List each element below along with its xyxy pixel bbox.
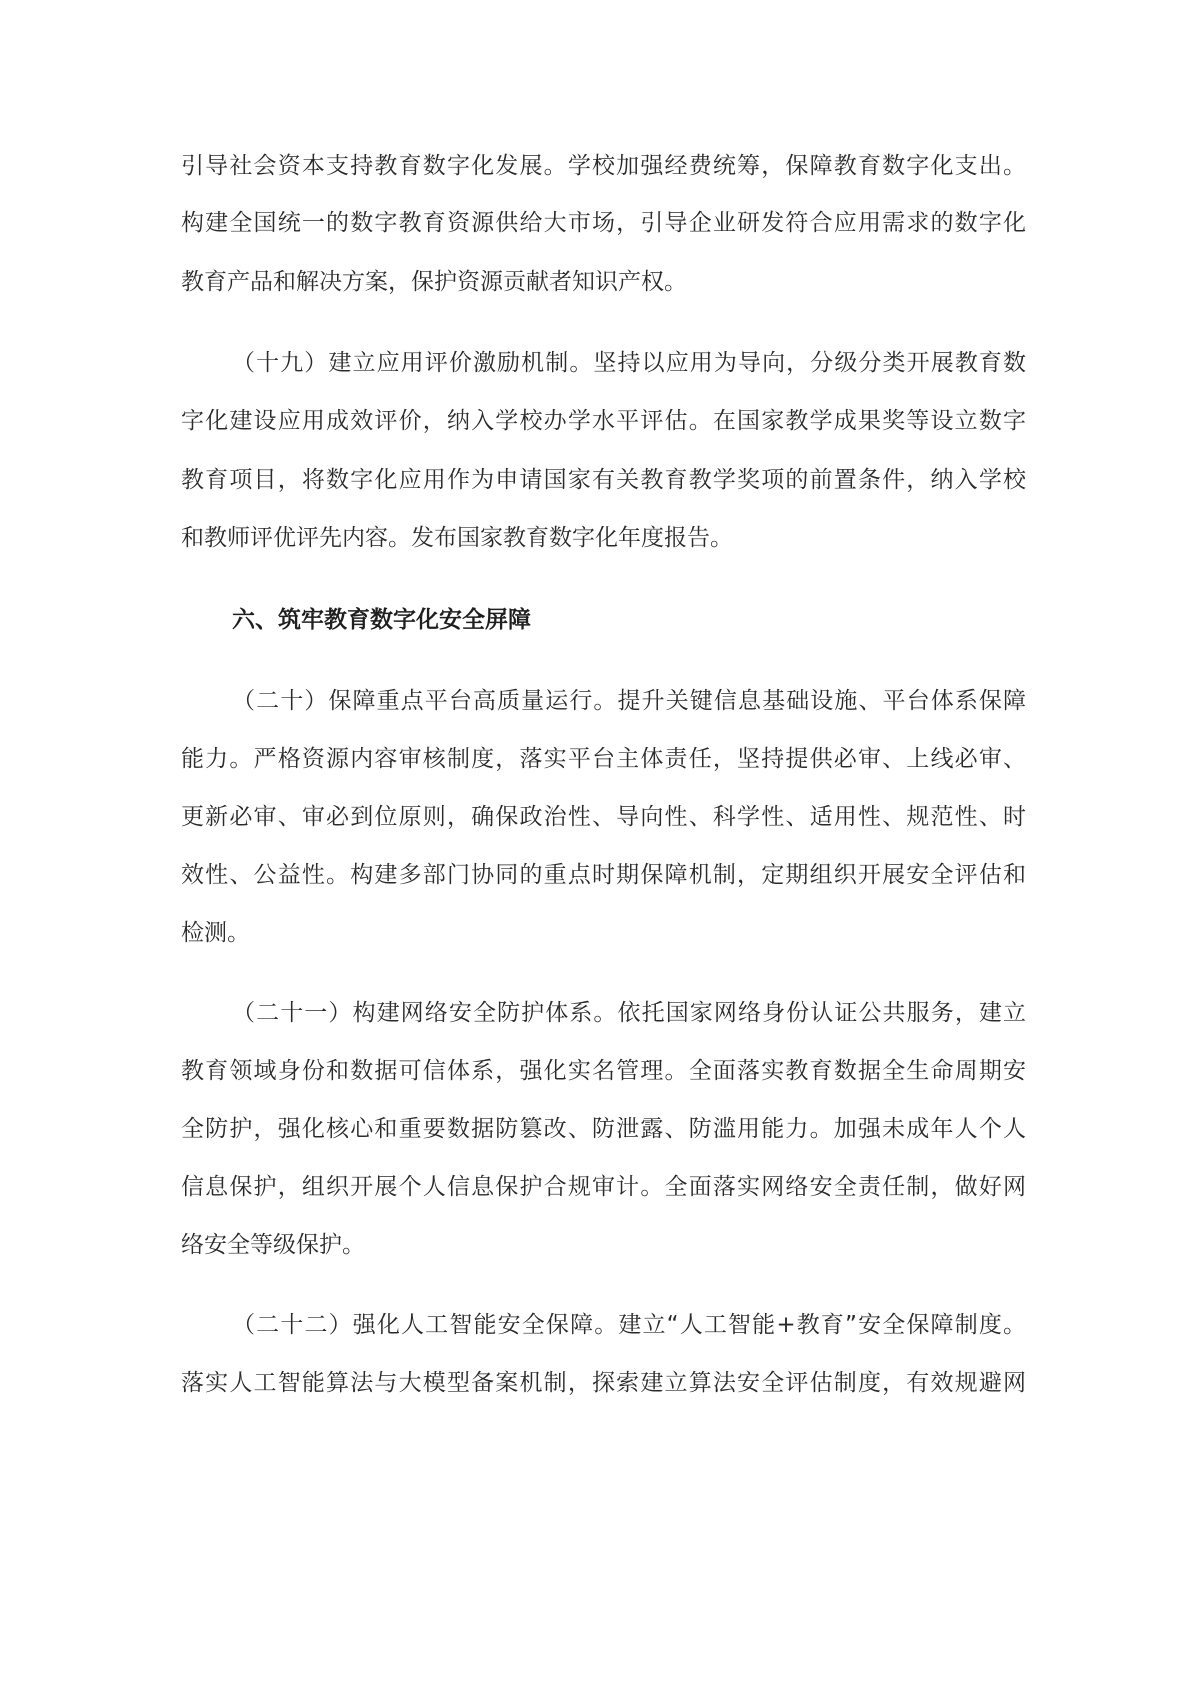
paragraph-line: 信息保护，组织开展个人信息保护合规审计。全面落实网络安全责任制，做好网 (181, 1174, 1026, 1200)
paragraph-line: 字化建设应用成效评价，纳入学校办学水平评估。在国家教学成果奖等设立数字 (181, 408, 1026, 434)
paragraph-line: 教育领域身份和数据可信体系，强化实名管理。全面落实教育数据全生命周期安 (181, 1058, 1026, 1084)
paragraph-line: 教育项目，将数字化应用作为申请国家有关教育教学奖项的前置条件，纳入学校 (181, 467, 1026, 493)
paragraph-line: 引导社会资本支持教育数字化发展。学校加强经费统筹，保障教育数字化支出。 (181, 153, 1026, 179)
paragraph-line: 检测。 (181, 920, 250, 946)
paragraph-line: （二十）保障重点平台高质量运行。提升关键信息基础设施、平台体系保障 (232, 688, 1026, 714)
paragraph-line: 构建全国统一的数字教育资源供给大市场，引导企业研发符合应用需求的数字化 (181, 210, 1026, 236)
paragraph-line: 络安全等级保护。 (181, 1232, 365, 1258)
paragraph-line: （二十一）构建网络安全防护体系。依托国家网络身份认证公共服务，建立 (232, 1000, 1026, 1026)
paragraph-line: 能力。严格资源内容审核制度，落实平台主体责任，坚持提供必审、上线必审、 (181, 746, 1026, 772)
paragraph-line: 更新必审、审必到位原则，确保政治性、导向性、科学性、适用性、规范性、时 (181, 804, 1026, 830)
paragraph-line: 和教师评优评先内容。发布国家教育数字化年度报告。 (181, 525, 733, 551)
section-heading: 六、筑牢教育数字化安全屏障 (232, 607, 531, 633)
paragraph-line: 效性、公益性。构建多部门协同的重点时期保障机制，定期组织开展安全评估和 (181, 862, 1026, 888)
paragraph-line: （二十二）强化人工智能安全保障。建立“人工智能+教育”安全保障制度。 (232, 1312, 1026, 1338)
paragraph-line: （十九）建立应用评价激励机制。坚持以应用为导向，分级分类开展教育数 (232, 350, 1026, 376)
paragraph-line: 教育产品和解决方案，保护资源贡献者知识产权。 (181, 269, 687, 295)
paragraph-line: 全防护，强化核心和重要数据防篡改、防泄露、防滥用能力。加强未成年人个人 (181, 1116, 1026, 1142)
paragraph-line: 落实人工智能算法与大模型备案机制，探索建立算法安全评估制度，有效规避网 (181, 1370, 1026, 1396)
